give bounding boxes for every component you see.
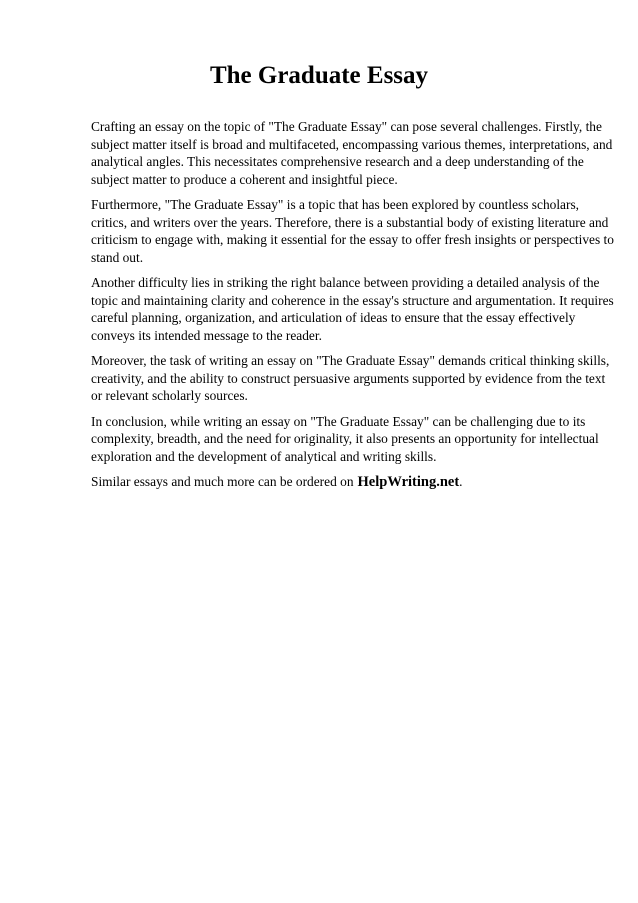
paragraph-line: criticism to engage with, making it essential for the essay to offer fresh insights or perspectives to [91,232,614,247]
paragraph-line: In conclusion, while writing an essay on "The Graduate Essay" can be challenging due to its [91,413,586,429]
paragraph-line: Another difficulty lies in striking the right balance between providing a detailed analysis of the [91,275,600,290]
paragraph-5 [91,413,601,466]
helpwriting-link[interactable]: HelpWriting.net [357,474,460,490]
paragraph-line: critics, and writers over the years. Therefore, there is a substantial body of existing literature and [91,214,609,230]
footer-text: Similar essays and much more can be ordered on [91,474,354,489]
paragraph-line: conveys its intended message to the reader. [91,327,322,343]
paragraph-line: topic and maintaining clarity and coherence in the essay's structure and argumentation. It requires [91,292,614,308]
paragraph-line: complexity, breadth, and the need for originality, it also presents an opportunity for intellectual [91,431,599,446]
document-title: The Graduate Essay [209,62,429,89]
paragraph-line: careful planning, organization, and articulation of ideas to ensure that the essay effectively [91,310,576,325]
footer-note [91,473,601,492]
footer-suffix: . [459,474,463,489]
paragraph-line: subject matter itself is broad and multifaceted, encompassing various themes, interpretations, and [91,136,613,152]
paragraph-line: subject matter to produce a coherent and insightful piece. [91,171,398,187]
document-body [91,118,614,492]
paragraph-2 [91,196,614,266]
paragraph-line: creativity, and the ability to construct persuasive arguments supported by evidence from the text [91,370,606,386]
paragraph-3 [91,274,614,344]
paragraph-1 [91,118,613,188]
paragraph-line: Moreover, the task of writing an essay on "The Graduate Essay" demands critical thinking skills, [91,353,610,368]
paragraph-4 [91,352,610,405]
paragraph-line: exploration and the development of analytical and writing skills. [91,448,437,464]
paragraph-line: Furthermore, "The Graduate Essay" is a topic that has been explored by countless scholars, [91,197,580,212]
paragraph-line: stand out. [91,249,144,265]
paragraph-line: analytical angles. This necessitates comprehensive research and a deep understanding of the [91,154,584,169]
paragraph-line: or relevant scholarly sources. [91,388,248,403]
paragraph-line: Crafting an essay on the topic of "The Graduate Essay" can pose several challenges. Firstly, the [91,119,602,134]
